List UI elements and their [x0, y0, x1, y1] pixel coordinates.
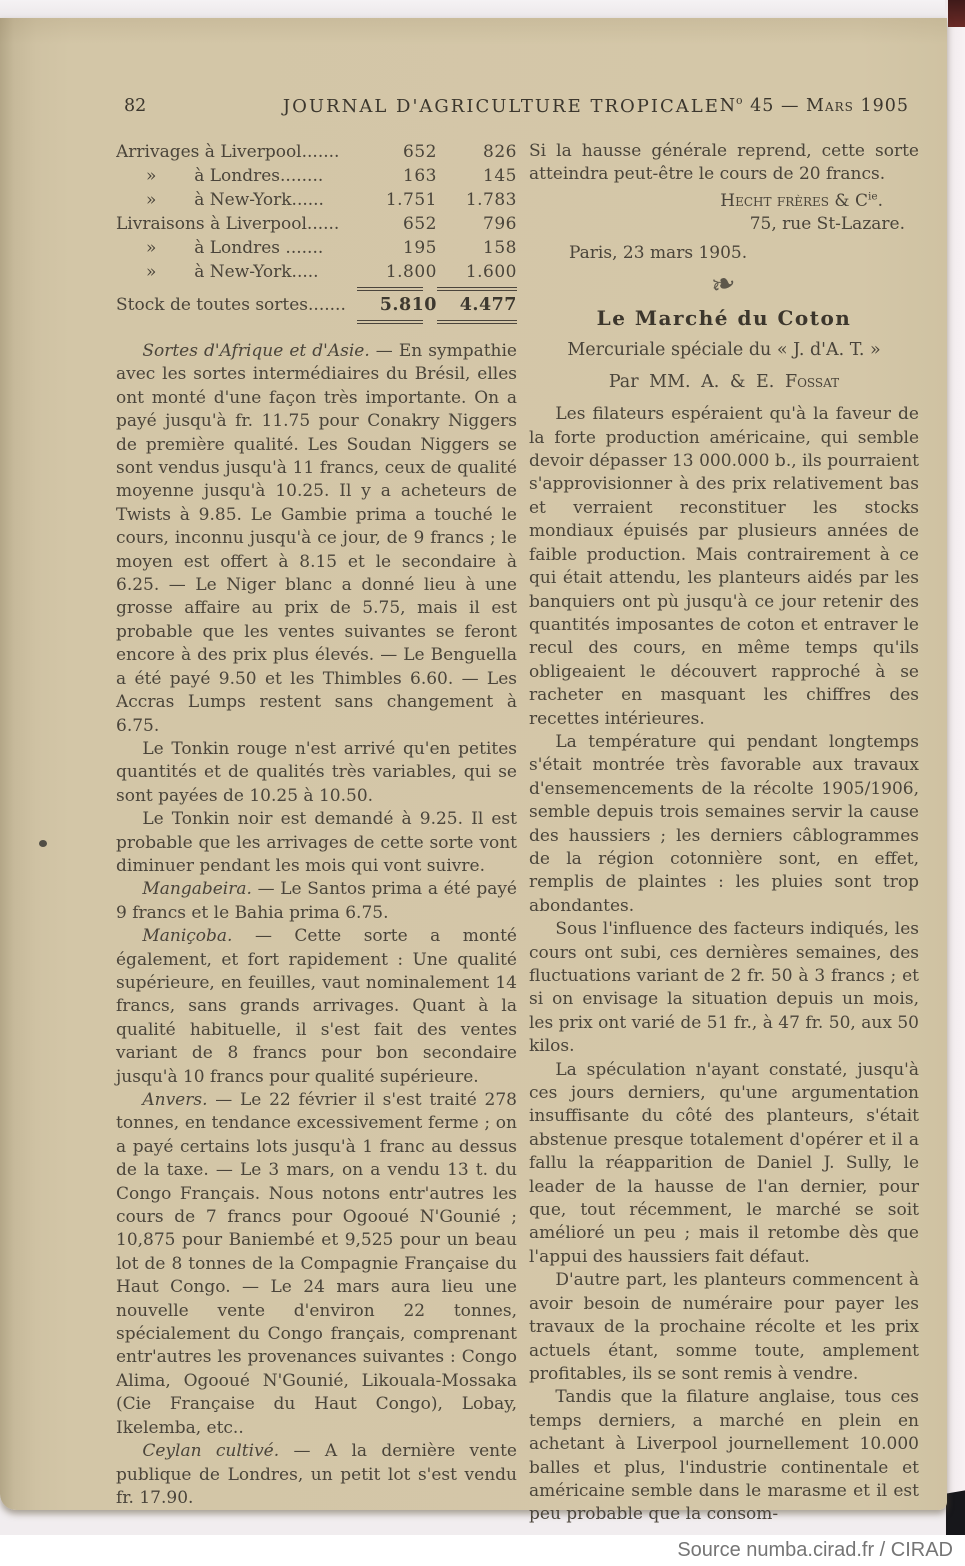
paragraph-lead: Maniçoba.	[142, 926, 233, 947]
left-column-paragraphs	[116, 340, 517, 1510]
row-value-2: 826	[483, 142, 517, 162]
row-value-2: 158	[483, 238, 517, 258]
row-label: » à New-York.....	[146, 262, 319, 282]
table-row	[116, 188, 517, 212]
paragraph: La température qui pendant longtemps s'était montrée très favorable aux travaux d'ensemencements de la récolte 1905/1906, semble depuis trois semaines servir la cause des haussiers ; les derniers câblogrammes de la région cotonnière sont, en effet, remplis de plaintes : les pluies sont trop abondantes.	[529, 731, 919, 916]
paragraph: Sortes d'Afrique et d'Asie. — En sympathie avec les sortes intermédiaires du Brésil, elles ont monté d'une façon très importante. On a payé jusqu'à fr. 11.75 pour Conakry Niggers de première qualité. Les Soudan Niggers se sont vendus jusqu'à 11 francs, ceux de qualité moyenne jusqu'à 10.25. Il y a acheteurs de Twists à 9.85. Le Gambie prima a touché le cours, inconnu jusqu'à ce jour, de 9 francs ; le moyen est offert à 8.15 et le secondaire à 6.25. — Le Niger blanc a donné lieu à une grosse affaire au prix de 5.75, mais il est probable que les ventes suivantes se feront encore à des prix plus élevés. — Le Benguella a été payé 9.50 et les Thimbles 6.60. — Les Accras Lumps restent sans changement à 6.75.	[116, 341, 517, 736]
byline-pre: Par MM. A. & E.	[608, 371, 785, 392]
article-subtitle: Mercuriale spéciale du « J. d'A. T. »	[567, 340, 881, 361]
facing-page-edge	[945, 0, 965, 1566]
paragraph-lead: Anvers.	[142, 1090, 208, 1110]
binding-corner-top	[948, 0, 965, 27]
total-value-2: 4.477	[459, 295, 517, 315]
row-value-1: 163	[403, 166, 437, 186]
signature-period: .	[877, 190, 883, 211]
right-column	[529, 140, 919, 1527]
row-value-2: 1.783	[465, 190, 517, 210]
ink-speck	[39, 840, 47, 847]
row-label: » à Londres........	[146, 166, 324, 186]
scan-margin-top	[0, 0, 965, 18]
row-label: Livraisons à Liverpool......	[116, 214, 340, 234]
table-rule-top	[116, 284, 517, 293]
paragraph: Le Tonkin rouge n'est arrivé qu'en petites quantités et de qualités très variables, qui se sont payées de 10.25 à 10.50.	[116, 738, 517, 806]
paragraph: Tandis que la filature anglaise, tous ces temps derniers, a marché en plein en achetant à Liverpool journellement 10.000 balles et plus, l'industrie continentale et américaine semble dans le marasme et il est peu probable que la consom-	[529, 1387, 919, 1525]
paragraph: Les filateurs espéraient qu'à la faveur de la forte production américaine, qui semble devoir dépasser 13 000.000 b., ils pourraient s'approvisionner à des prix relativement bas et verraient reconstituer les stocks mondiaux épuisés par plusieurs années de faible production. Mais contrairement à ce qui était attendu, les planteurs aidés par les banquiers ont pù jusqu'à ce jour retenir des quantités imposantes de coton et entraver le recul des cours, en même temps qu'ils obligeaient le découvert rapproché à se racheter en masquant les chiffres des recettes intérieures.	[529, 404, 919, 729]
paragraph: La spéculation n'ayant constaté, jusqu'à ces jours derniers, qu'une argumentation insuffisante du côté des planteurs, s'était abstenue presque totalement d'opérer et il a fallu la réapparition de Daniel J. Sully, le leader de la hausse de l'an dernier, pour que, tout récemment, le marché se soit amélioré un peu ; mais il retombe dès que l'appui des haussiers fait défaut.	[529, 1059, 919, 1267]
total-label: Stock de toutes sortes.......	[116, 295, 346, 315]
paragraph: Le Tonkin noir est demandé à 9.25. Il est probable que les arrivages de cette sorte vont diminuer pendant les mois qui vont suivre.	[116, 809, 517, 876]
paragraph: Anvers. — Le 22 février il s'est traité 278 tonnes, en tendance excessivement ferme ; on a payé certains lots jusqu'à 1 franc au dessus de la taxe. — Le 3 mars, on a vendu 13 t. du Congo Français. Nous notons entr'autres les cours de 7 francs pour Ogooué N'Gounié ; 10,875 pour Baniembé et 9,525 pour un beau lot de 8 tonnes de la Compagnie Française du Haut Congo. — Le 24 mars aura lieu une nouvelle vente d'environ 22 tonnes, spécialement du Congo français, comprenant entr'autres les provenances suivantes : Congo Alima, Ogooué N'Gounié, Likouala-Mossaka (Cie Française du Haut Congo), Lobay, Ikelemba, etc..	[116, 1090, 517, 1438]
paragraph-lead: Mangabeira.	[142, 879, 252, 900]
total-value-1: 5.810	[379, 295, 437, 315]
table-rule-bottom	[116, 317, 517, 326]
row-value-2: 1.600	[465, 262, 517, 282]
row-value-2: 796	[483, 214, 517, 234]
article-title: Le Marché du Coton	[596, 306, 852, 331]
row-value-2: 145	[483, 166, 517, 186]
row-value-1: 652	[403, 214, 437, 234]
paragraph-lead: Ceylan cultivé.	[142, 1441, 280, 1462]
issue-n: N	[719, 96, 737, 116]
byline-author: Fossat	[784, 371, 840, 392]
double-rule	[437, 320, 517, 324]
stock-table-rows	[116, 140, 517, 284]
table-row	[116, 236, 517, 260]
scanned-page	[0, 18, 947, 1525]
paragraph: D'autre part, les planteurs commencent à avoir besoin de numéraire pour payer les travaux de la prochaine récolte et les prix actuels étant, somme toute, amplement profitables, ils se sont remis à vendre.	[529, 1270, 919, 1384]
issue-month: Mars 1905	[806, 96, 909, 116]
table-row	[116, 164, 517, 188]
double-rule	[357, 320, 423, 324]
paragraph: Maniçoba. — Cette sorte a monté également, et fort rapidement : Une qualité supérieure, en feuilles, vaut nominalement 14 francs, sans grands arrivages. Quant à la qualité habituelle, il s'est fait des ventes variant de 8 francs pour bon secondaire jusqu'à 10 francs pour qualité supérieure.	[116, 926, 517, 1087]
row-label: Arrivages à Liverpool.......	[116, 142, 340, 162]
continuation-paragraph: Si la hausse générale reprend, cette sorte atteindra peut-être le cours de 20 francs.	[529, 141, 919, 185]
row-value-1: 1.800	[385, 262, 437, 282]
paragraph: Sous l'influence des facteurs indiqués, les cours ont subi, ces dernières semaines, des fluctuations variant de 2 fr. 50 à 3 francs ; et si on envisage la situation depuis un mois, les prix ont varié de 51 fr., à 47 fr. 50, aux 50 kilos.	[529, 919, 919, 1057]
table-total-row	[116, 293, 517, 317]
source-caption: Source numba.cirad.fr / CIRAD	[0, 1535, 965, 1566]
double-rule	[437, 287, 517, 291]
issue-rest: 45 —	[743, 96, 807, 116]
signature-line	[529, 190, 919, 213]
page-number: 82	[124, 96, 147, 116]
paragraph-lead: Sortes d'Afrique et d'Asie.	[142, 341, 370, 361]
paragraph: Ceylan cultivé. — A la dernière vente publique de Londres, un petit lot s'est vendu fr. 17.90.	[116, 1441, 517, 1508]
table-row	[116, 140, 517, 164]
floral-ornament-icon: ❧	[707, 264, 741, 305]
article-paragraphs	[529, 403, 919, 1527]
issue-sup: o	[736, 94, 744, 108]
table-row	[116, 212, 517, 236]
row-value-1: 1.751	[385, 190, 437, 210]
row-value-1: 195	[403, 238, 437, 258]
dateline: Paris, 23 mars 1905.	[569, 242, 748, 263]
issue-label	[720, 96, 909, 116]
signature-address: 75, rue St-Lazare.	[749, 214, 905, 235]
row-value-1: 652	[403, 142, 437, 162]
left-column	[116, 140, 517, 1510]
signature-sup: ie	[867, 190, 878, 203]
article-byline	[529, 371, 919, 394]
row-label: » à New-York......	[146, 190, 324, 210]
table-row	[116, 260, 517, 284]
double-rule	[357, 287, 423, 291]
journal-title: JOURNAL D'AGRICULTURE TROPICALE	[282, 96, 720, 117]
page-header	[120, 96, 909, 120]
row-label: » à Londres .......	[146, 238, 324, 258]
paragraph: Mangabeira. — Le Santos prima a été payé 9 francs et le Bahia prima 6.75.	[116, 879, 517, 923]
stock-table	[116, 140, 517, 326]
signature-name: Hecht frères & C	[720, 190, 868, 211]
